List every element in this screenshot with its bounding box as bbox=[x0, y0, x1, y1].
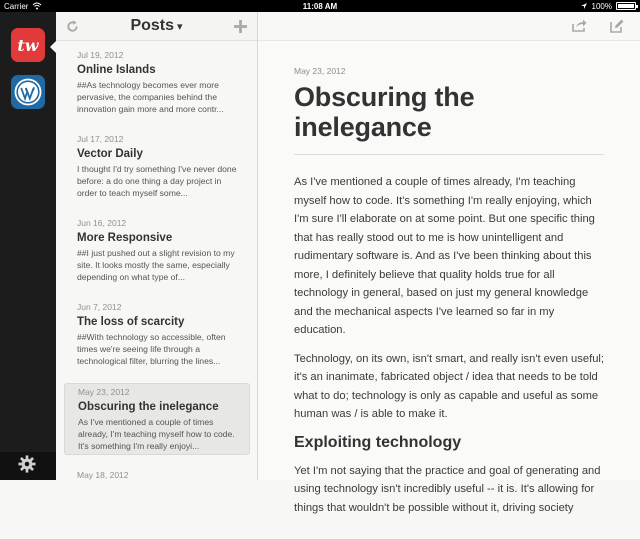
post-date: Jul 17, 2012 bbox=[77, 134, 124, 144]
post-excerpt: ##I just pushed out a slight revision to my site. It looks mostly the same, especially depending on what type of... bbox=[77, 248, 235, 282]
post-excerpt: I thought I'd try something I've never done before: a do one thing a day project in order to teach myself some... bbox=[77, 164, 237, 198]
article-paragraph: As I've mentioned a couple of times already, I'm teaching myself how to code. It's something I'm really enjoying, which I'm sure I'll elaborate on at some point. But one specific thing that has really stood out to me is how unintelligent and rudimentary software is. And as I've been thinking about this more, I definitely believe that quality holds true for all technology in general, based on just my general knowledge and the mechanical aspects I've learned so far in my education. bbox=[294, 176, 595, 336]
post-date: Jun 7, 2012 bbox=[77, 302, 122, 312]
post-excerpt: ##With technology so accessible, often times we're seeing life through a technological filter, blurring the lines... bbox=[77, 332, 226, 366]
post-title: Vector Daily bbox=[77, 148, 143, 160]
post-title: Obscuring the inelegance bbox=[78, 401, 219, 413]
carrier-label: Carrier bbox=[4, 1, 29, 11]
battery-fill bbox=[618, 4, 634, 8]
list-item[interactable] bbox=[64, 215, 250, 287]
post-date: Jul 19, 2012 bbox=[77, 50, 124, 60]
posts-title-dropdown[interactable] bbox=[130, 17, 182, 35]
article-title: Obscuring the inelegance bbox=[294, 82, 475, 142]
list-item[interactable] bbox=[64, 299, 250, 371]
post-title: More Responsive bbox=[77, 232, 173, 244]
chevron-down-icon: ▾ bbox=[177, 20, 183, 33]
article-panel bbox=[258, 12, 640, 514]
post-date: May 23, 2012 bbox=[78, 387, 130, 397]
post-date: Jun 16, 2012 bbox=[77, 218, 127, 228]
posts-header bbox=[56, 12, 257, 41]
article-paragraph: Technology, on its own, isn't smart, and really isn't even useful; it's an inanimate, fabricated object / idea that needs to be told what to do; technology is only as capable and useful as some human was / is able to make it. bbox=[294, 352, 605, 420]
share-icon bbox=[572, 19, 587, 32]
location-icon bbox=[580, 2, 588, 10]
post-date: May 18, 2012 bbox=[77, 470, 129, 480]
share-button[interactable] bbox=[572, 19, 586, 33]
article-toolbar bbox=[258, 12, 640, 41]
gear-icon[interactable] bbox=[18, 455, 36, 473]
refresh-button[interactable] bbox=[65, 19, 79, 33]
posts-title: Posts bbox=[130, 17, 175, 34]
tw-logo: tw bbox=[17, 35, 39, 55]
post-title: The loss of scarcity bbox=[77, 316, 185, 328]
clock: 11:08 AM bbox=[302, 1, 338, 11]
posts-list-panel bbox=[56, 12, 258, 480]
list-item-selected[interactable] bbox=[64, 383, 250, 455]
article-body bbox=[294, 66, 604, 527]
battery-percent: 100% bbox=[591, 1, 612, 11]
wifi-icon bbox=[32, 2, 42, 10]
post-excerpt: ##As technology becomes ever more pervasive, the companies behind the innovation gain more and more contr... bbox=[77, 80, 224, 114]
add-post-button[interactable] bbox=[234, 19, 248, 33]
article-heading: Exploiting technology bbox=[294, 433, 462, 451]
list-item[interactable] bbox=[64, 47, 250, 119]
article-paragraph: Yet I'm not saying that the practice and goal of generating and using technology isn't incredibly useful -- it is. It's allowing for things that wouldn't be possible without it, driving society bbox=[294, 464, 601, 514]
wordpress-icon bbox=[14, 78, 42, 106]
battery-icon bbox=[616, 2, 636, 10]
tw-app-button[interactable] bbox=[11, 28, 45, 62]
list-item[interactable] bbox=[64, 467, 250, 539]
status-bar bbox=[0, 0, 640, 12]
title-divider bbox=[294, 154, 604, 155]
list-item[interactable] bbox=[64, 131, 250, 203]
plus-icon bbox=[234, 20, 247, 33]
post-title: Online Islands bbox=[77, 64, 156, 76]
edit-button[interactable] bbox=[610, 19, 624, 33]
edit-icon bbox=[610, 19, 624, 33]
post-excerpt: As I've mentioned a couple of times already, I'm teaching myself how to code. It's something I'm really enjoyi... bbox=[78, 417, 235, 451]
article-date: May 23, 2012 bbox=[294, 66, 346, 76]
refresh-icon bbox=[66, 20, 79, 33]
status-right bbox=[580, 2, 636, 11]
app-rail bbox=[0, 12, 56, 480]
status-left bbox=[4, 2, 42, 11]
wordpress-app-button[interactable] bbox=[11, 75, 45, 109]
